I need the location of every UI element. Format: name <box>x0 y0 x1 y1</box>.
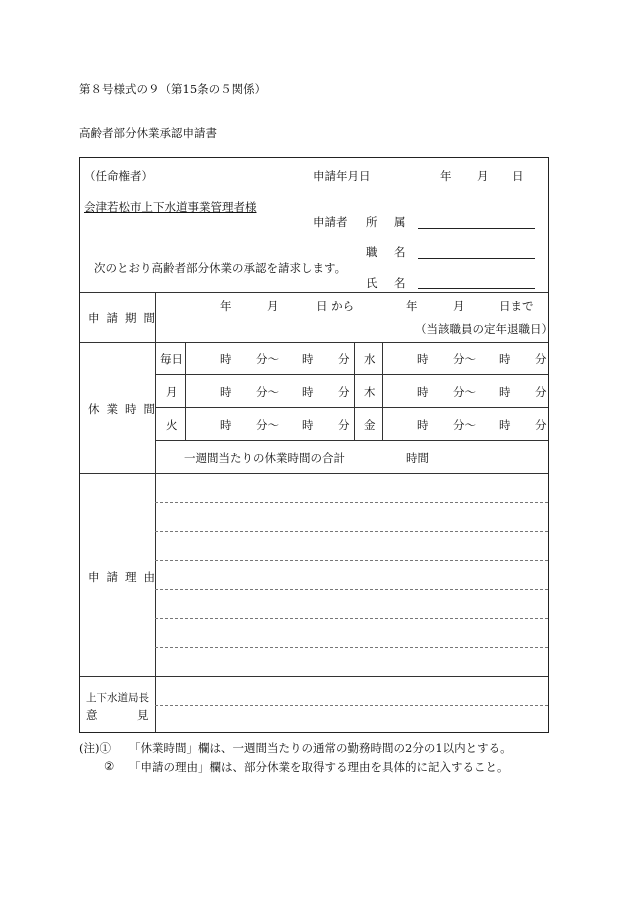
divider-hours <box>80 473 548 474</box>
minute-to-label: 分～ <box>256 418 279 432</box>
note-2: 「申請の理由」欄は、部分休業を取得する理由を具体的に記入すること。 <box>129 760 509 774</box>
day-label-friday: 金 <box>364 418 376 432</box>
note-1: 「休業時間」欄は、一週間当たりの通常の勤務時間の2分の1以内とする。 <box>129 741 512 755</box>
hour-label: 時 <box>302 418 314 432</box>
hour-label: 時 <box>499 385 511 399</box>
addressee: 会津若松市上下水道事業管理者様 <box>84 200 257 214</box>
hour-label: 時 <box>499 418 511 432</box>
reason-line <box>155 502 548 503</box>
minute-to-label: 分～ <box>453 385 476 399</box>
period-year2-label: 年 <box>406 299 418 313</box>
period-month-label: 月 <box>267 299 279 313</box>
form-title: 高齢者部分休業承認申請書 <box>79 126 217 140</box>
minute-label: 分 <box>535 352 547 366</box>
position-field[interactable] <box>418 258 535 259</box>
minute-label: 分 <box>338 418 350 432</box>
position-label-a: 職 <box>366 245 378 259</box>
divider-hours-row3 <box>155 440 548 441</box>
application-date-label: 申請年月日 <box>313 169 371 183</box>
name-label-a: 氏 <box>366 276 378 290</box>
hour-label: 時 <box>302 385 314 399</box>
reason-line <box>155 589 548 590</box>
divider-top <box>80 292 548 293</box>
affiliation-field[interactable] <box>418 228 535 229</box>
note-2-marker: ② <box>104 759 115 773</box>
day-label-wednesday: 水 <box>364 352 376 366</box>
opinion-line <box>155 705 548 706</box>
hour-label: 時 <box>220 385 232 399</box>
divider-reason <box>80 676 548 677</box>
application-form <box>79 157 553 733</box>
form-number: 第８号様式の９（第15条の５関係） <box>79 82 267 96</box>
hours-label: 休業時間 <box>88 402 162 416</box>
day-label-monday: 月 <box>166 385 178 399</box>
period-month2-label: 月 <box>453 299 465 313</box>
affiliation-label-a: 所 <box>366 215 378 229</box>
day-label-daily: 毎日 <box>160 352 183 366</box>
reason-line <box>155 560 548 561</box>
request-text: 次のとおり高齢者部分休業の承認を請求します。 <box>94 261 347 275</box>
period-year-label: 年 <box>220 299 232 313</box>
minute-to-label: 分～ <box>256 385 279 399</box>
hour-label: 時 <box>220 418 232 432</box>
period-from-label: 日 から <box>316 299 355 313</box>
applicant-label: 申請者 <box>313 215 348 229</box>
minute-label: 分 <box>535 418 547 432</box>
period-note: （当該職員の定年退職日） <box>415 322 553 336</box>
weekly-total-unit: 時間 <box>406 451 429 465</box>
reason-line <box>155 531 548 532</box>
note-prefix: (注)① <box>79 741 111 755</box>
date-month-label: 月 <box>477 169 489 183</box>
reason-line <box>155 618 548 619</box>
day-column-line-right <box>382 342 383 440</box>
affiliation-label-b: 属 <box>394 215 406 229</box>
minute-label: 分 <box>338 352 350 366</box>
reason-line <box>155 647 548 648</box>
position-label-b: 名 <box>394 245 406 259</box>
label-column-line <box>155 292 156 732</box>
opinion-label-a: 意 <box>86 708 98 722</box>
hour-label: 時 <box>417 385 429 399</box>
period-until-label: 日まで <box>499 299 534 313</box>
opinion-label-b: 見 <box>137 708 149 722</box>
minute-label: 分 <box>338 385 350 399</box>
divider-hours-row1 <box>155 374 548 375</box>
weekly-total-label: 一週間当たりの休業時間の合計 <box>184 451 345 465</box>
day-column-line-mid <box>354 342 355 440</box>
minute-to-label: 分～ <box>453 352 476 366</box>
date-year-label: 年 <box>440 169 452 183</box>
hour-label: 時 <box>220 352 232 366</box>
minute-to-label: 分～ <box>256 352 279 366</box>
hour-label: 時 <box>417 418 429 432</box>
day-label-tuesday: 火 <box>166 418 178 432</box>
divider-hours-row2 <box>155 407 548 408</box>
minute-label: 分 <box>535 385 547 399</box>
reason-label: 申請理由 <box>88 570 162 584</box>
date-day-label: 日 <box>512 169 524 183</box>
hour-label: 時 <box>302 352 314 366</box>
period-label: 申請期間 <box>88 311 162 325</box>
name-label-b: 名 <box>394 276 406 290</box>
minute-to-label: 分～ <box>453 418 476 432</box>
day-label-thursday: 木 <box>364 385 376 399</box>
hour-label: 時 <box>499 352 511 366</box>
opinion-label-top: 上下水道局長 <box>86 692 149 704</box>
hour-label: 時 <box>417 352 429 366</box>
name-field[interactable] <box>418 288 535 289</box>
authority-label: （任命権者） <box>84 169 153 183</box>
day-column-line-left <box>185 342 186 440</box>
divider-period <box>80 342 548 343</box>
